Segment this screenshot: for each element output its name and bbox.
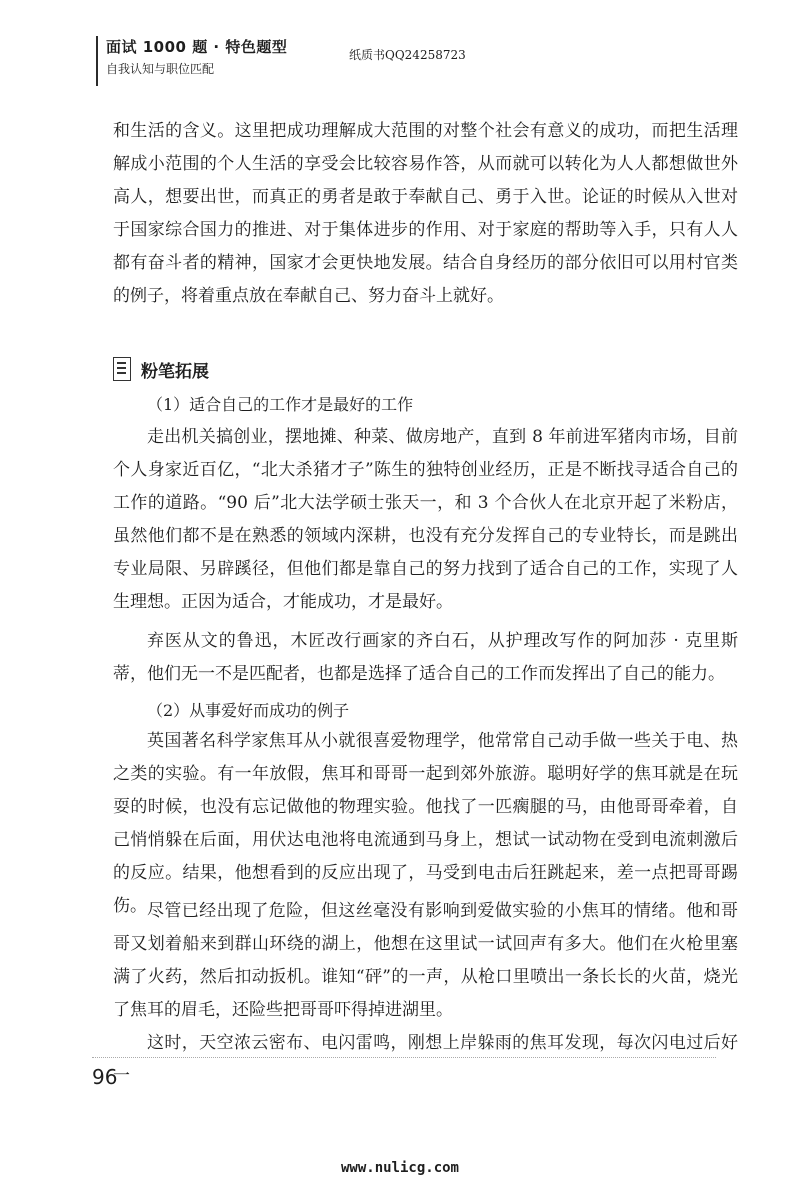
subheading-2: （2）从事爱好而成功的例子 — [147, 701, 350, 720]
paragraph: 这时，天空浓云密布、电闪雷鸣，刚想上岸躲雨的焦耳发现，每次闪电过后好一 — [113, 1033, 738, 1086]
paragraph: 弃医从文的鲁迅，木匠改行画家的齐白石，从护理改写作的阿加莎 · 克里斯蒂，他们无一不是匹配者，也都是选择了适合自己的工作而发挥出了自己的能力。 — [113, 631, 738, 684]
watermark-text: 纸质书QQ24258723 — [349, 48, 466, 62]
header-rule — [96, 36, 98, 86]
section-title: 粉笔拓展 — [141, 362, 209, 382]
paragraph: 尽管已经出现了危险，但这丝毫没有影响到爱做实验的小焦耳的情绪。他和哥哥又划着船来到群山环绕的湖上，他想在这里试一试回声有多大。他们在火枪里塞满了火药，然后扣动扳机。谁知“砰”的一声，从枪口里喷出一条长长的火苗，烧光了焦耳的眉毛，还险些把哥哥吓得掉进湖里。 — [113, 901, 738, 1020]
footer-rule — [92, 1057, 716, 1058]
intro-paragraph: 和生活的含义。这里把成功理解成大范围的对整个社会有意义的成功，而把生活理解成小范围的个人生活的享受会比较容易作答，从而就可以转化为人人都想做世外高人，想要出世，而真正的勇者是敢于奉献自己、勇于入世。论证的时候从入世对于国家综合国力的推进、对于集体进步的作用、对于家庭的帮助等入手，只有人人都有奋斗者的精神，国家才会更快地发展。结合自身经历的部分依旧可以用村官类的例子，将着重点放在奉献自己、努力奋斗上就好。 — [113, 121, 738, 306]
book-title: 面试 1000 题 · 特色题型 — [106, 38, 288, 56]
book-subtitle: 自我认知与职位匹配 — [106, 62, 215, 76]
running-header — [96, 26, 716, 86]
paragraph: 英国著名科学家焦耳从小就很喜爱物理学，他常常自己动手做一些关于电、热之类的实验。有一年放假，焦耳和哥哥一起到郊外旅游。聪明好学的焦耳就是在玩耍的时候，也没有忘记做他的物理实验。他找了一匹瘸腿的马，由他哥哥牵着，自己悄悄躲在后面，用伏达电池将电流通到马身上，想试一试动物在受到电流刺激后的反应。结果，他想看到的反应出现了，马受到电击后狂跳起来，差一点把哥哥踢伤。 — [113, 731, 738, 916]
subheading-1: （1）适合自己的工作才是最好的工作 — [147, 395, 414, 414]
chalk-icon — [113, 357, 131, 381]
paragraph: 走出机关搞创业，摆地摊、种菜、做房地产，直到 8 年前进军猪肉市场，目前个人身家近百亿，“北大杀猪才子”陈生的独特创业经历，正是不断找寻适合自己的工作的道路。“90 后”北大法学硕士张天一，和 3 个合伙人在北京开起了米粉店，虽然他们都不是在熟悉的领域内深耕，也没有充分发挥自己的专业特长，而是跳出专业局限、另辟蹊径，但他们都是靠自己的努力找到了适合自己的工作，实现了人生理想。正因为适合，才能成功，才是最好。 — [113, 427, 738, 612]
page-number: 96 — [92, 1065, 118, 1089]
site-url: www.nulicg.com — [340, 1160, 459, 1176]
